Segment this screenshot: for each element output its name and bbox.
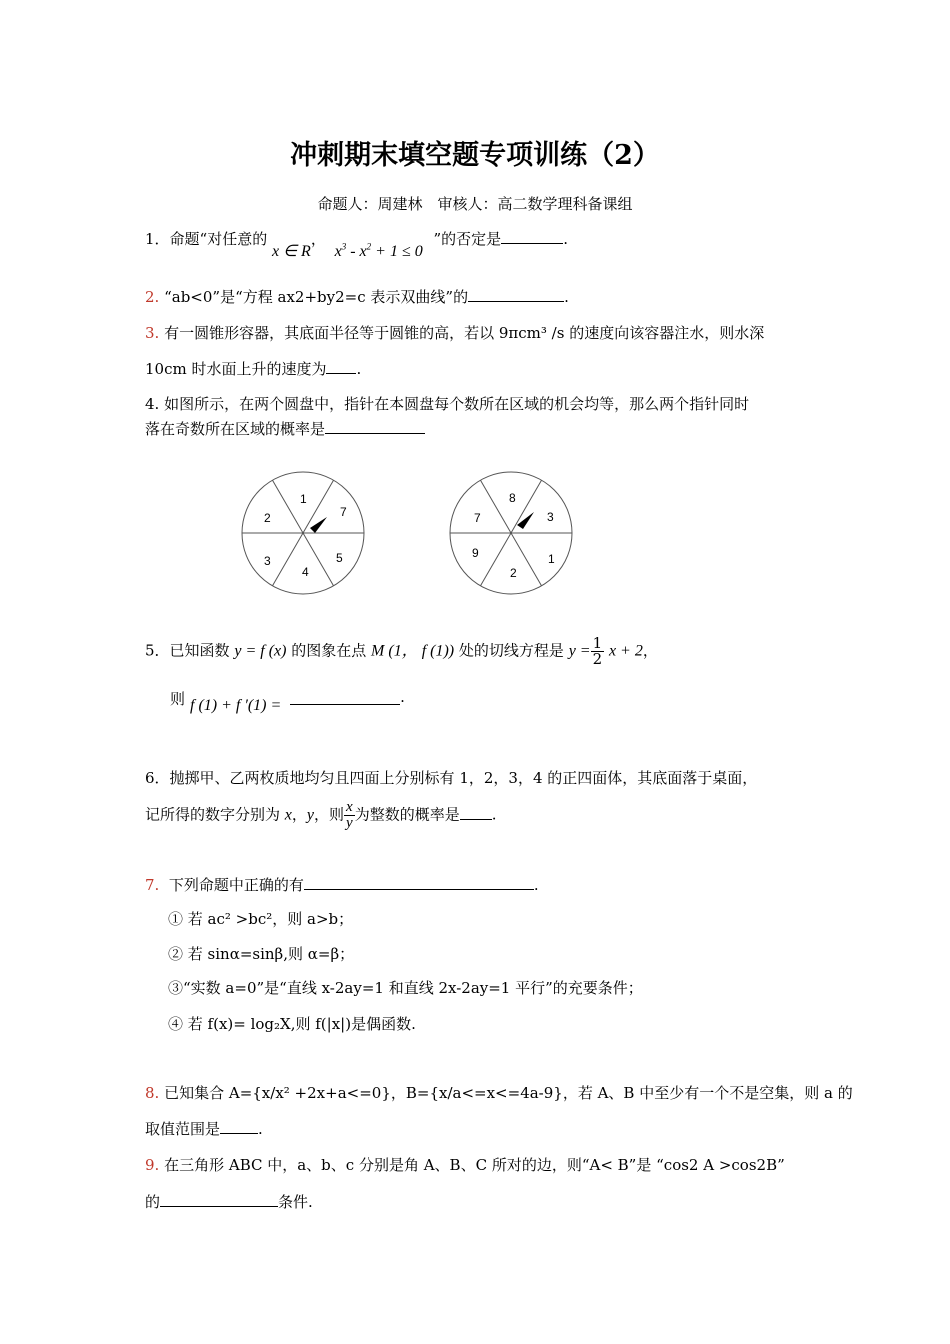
right-spinner-wheel [450, 472, 572, 594]
q8-number: 8. [145, 1084, 160, 1102]
q6-end: . [491, 805, 497, 824]
right-wheel-label: 2 [510, 566, 517, 580]
q7-option-3: ③“实数 a=0”是“直线 x-2ay=1 和直线 2x-2ay=1 平行”的充要条件； [168, 979, 643, 997]
question-5-line-2b [190, 688, 405, 715]
q5-end: . [400, 688, 405, 706]
left-spinner-wheel [242, 472, 364, 594]
q5-text-a: 已知函数 [169, 641, 230, 660]
q9-text-a: 在三角形 ABC 中，a、b、c 分别是角 A、B、C 所对的边，则“A< B”是 “cos2 A >cos2B” [164, 1156, 785, 1174]
page-title: 冲刺期末填空题专项训练（2） [290, 140, 660, 171]
q5-fraction [591, 636, 605, 667]
question-9-line-2 [145, 1191, 313, 1212]
right-wheel-label: 1 [548, 552, 555, 566]
q1-math-b1: x [334, 243, 342, 260]
right-wheel-label: 9 [472, 546, 479, 560]
q6-text-d: 为整数的概率是 [354, 805, 460, 824]
q4-answer-blank[interactable] [325, 432, 425, 434]
question-4-line-1: 4. 如图所示，在两个圆盘中，指针在本圆盘每个数所在区域的机会均等，那么两个指针同时 [145, 395, 750, 413]
left-wheel-divider [273, 533, 304, 586]
q5-math-c2: x + 2 [608, 642, 643, 660]
question-3-line-1 [145, 322, 764, 343]
q5-text-d: ， [642, 641, 658, 660]
left-wheel-label: 5 [336, 551, 343, 565]
q5-math-c1: y = [568, 642, 591, 660]
q6-fraction [344, 800, 355, 831]
q3-text-b: 10cm 时水面上升的速度为 [145, 360, 327, 378]
right-wheel-label: 3 [547, 510, 554, 524]
q8-end: . [258, 1120, 263, 1138]
right-wheel-label: 8 [509, 491, 516, 505]
q5-math-a: y = f (x) [234, 642, 287, 660]
q7-text: 下列命题中正确的有 [168, 876, 304, 894]
q2-number: 2. [145, 288, 160, 306]
q3-end: . [356, 360, 362, 378]
q5-answer-blank[interactable] [290, 703, 400, 705]
question-8-line-1 [145, 1082, 853, 1103]
q9-text-b: 的 [145, 1193, 161, 1211]
q3-number: 3. [145, 324, 160, 342]
q5-text-b: 的图象在点 [291, 641, 367, 660]
q3-answer-blank[interactable] [326, 372, 356, 374]
question-5-line-1 [145, 636, 658, 667]
q1-text-b: ”的否定是 [433, 230, 502, 248]
spinner-figure [230, 465, 830, 605]
question-5-line-2 [170, 688, 185, 709]
q6-math-x: x [284, 806, 292, 824]
q2-answer-blank[interactable] [468, 300, 564, 302]
q7-option-4: ④ 若 f(x)= log₂X,则 f(|x|)是偶函数. [168, 1015, 416, 1033]
q1-comma: ， [310, 230, 326, 248]
q5-math-b: M (1， f (1)) [371, 642, 455, 660]
q1-math-b1-exp: 3 [341, 241, 347, 252]
q5-fraction-bottom: 2 [592, 650, 603, 668]
right-pointer-icon [517, 512, 534, 529]
question-4-line-2 [145, 418, 425, 439]
q8-text-a: 已知集合 A={x/x² +2x+a<=0}，B={x/a<=x<=4a-9}，若 A、B 中至少有一个不是空集，则 a 的 [164, 1084, 853, 1102]
question-9-line-1 [145, 1154, 785, 1175]
q1-end: . [563, 230, 568, 248]
q1-math-b2: - x [346, 243, 367, 260]
left-wheel-divider [273, 480, 304, 533]
question-7 [145, 874, 539, 895]
question-3-line-2 [145, 358, 361, 379]
right-wheel-label: 7 [474, 511, 481, 525]
q1-text-a: 命题“对任意的 [169, 230, 268, 248]
q5-fraction-top: 1 [592, 634, 603, 652]
right-wheel-divider [481, 480, 512, 533]
q6-math-y: y [306, 806, 315, 824]
q9-end: 条件. [278, 1193, 313, 1211]
left-wheel-label: 7 [340, 505, 347, 519]
q1-math-b3: + 1 ≤ 0 [371, 243, 423, 260]
q6-fraction-top: x [346, 799, 353, 815]
q3-text-a: 有一圆锥形容器，其底面半径等于圆锥的高，若以 9πcm³ /s 的速度向该容器注水，则水深 [164, 324, 765, 342]
q6-fraction-bottom: y [346, 815, 353, 831]
left-wheel-label: 3 [264, 554, 271, 568]
q8-answer-blank[interactable] [220, 1132, 258, 1134]
q6-text-b: 记所得的数字分别为 [145, 805, 281, 824]
question-8-line-2 [145, 1118, 263, 1139]
q5-number: 5． [145, 641, 170, 660]
q9-number: 9. [145, 1156, 160, 1174]
q7-option-1: ① 若 ac² >bc²，则 a>b； [168, 910, 354, 928]
q1-answer-blank[interactable] [501, 242, 563, 244]
right-wheel-divider [511, 480, 542, 533]
q7-option-2: ② 若 sinα=sinβ,则 α=β； [168, 945, 355, 963]
q1-math-b2-exp: 2 [366, 241, 372, 252]
q6-comma: ， [291, 805, 307, 824]
q6-answer-blank[interactable] [460, 818, 492, 820]
left-wheel-label: 2 [264, 511, 271, 525]
question-2 [145, 286, 569, 307]
left-wheel-label: 1 [300, 492, 307, 506]
q1-math-a: x ∈ R [272, 243, 311, 260]
q5-text-c: 处的切线方程是 [458, 641, 564, 660]
q5-math-d: f (1) + f ′(1) = [190, 697, 282, 714]
left-wheel-label: 4 [302, 565, 309, 579]
q9-answer-blank[interactable] [160, 1205, 278, 1207]
question-6-line-1: 6．抛掷甲、乙两枚质地均匀且四面上分别标有 1，2，3，4 的正四面体，其底面落于桌面， [145, 769, 758, 787]
question-6-line-2 [145, 800, 497, 831]
q2-text: “ab<0”是“方程 ax2+by2=c 表示双曲线”的 [164, 288, 469, 306]
q4-text-b: 落在奇数所在区域的概率是 [145, 420, 326, 438]
q5-text-e: 则 [170, 690, 186, 708]
q1-number: 1． [145, 230, 170, 248]
q8-text-b: 取值范围是 [145, 1120, 221, 1138]
author-line: 命题人：周建林 审核人：高二数学理科备课组 [317, 195, 633, 213]
left-pointer-icon [310, 517, 327, 533]
q7-number: 7. [145, 876, 160, 894]
q7-end: . [533, 876, 539, 894]
q6-text-c: ，则 [314, 805, 345, 824]
q2-end: . [564, 288, 569, 306]
q1-math-b [335, 243, 423, 260]
right-wheel-divider [481, 533, 512, 586]
q7-answer-blank[interactable] [304, 888, 534, 890]
